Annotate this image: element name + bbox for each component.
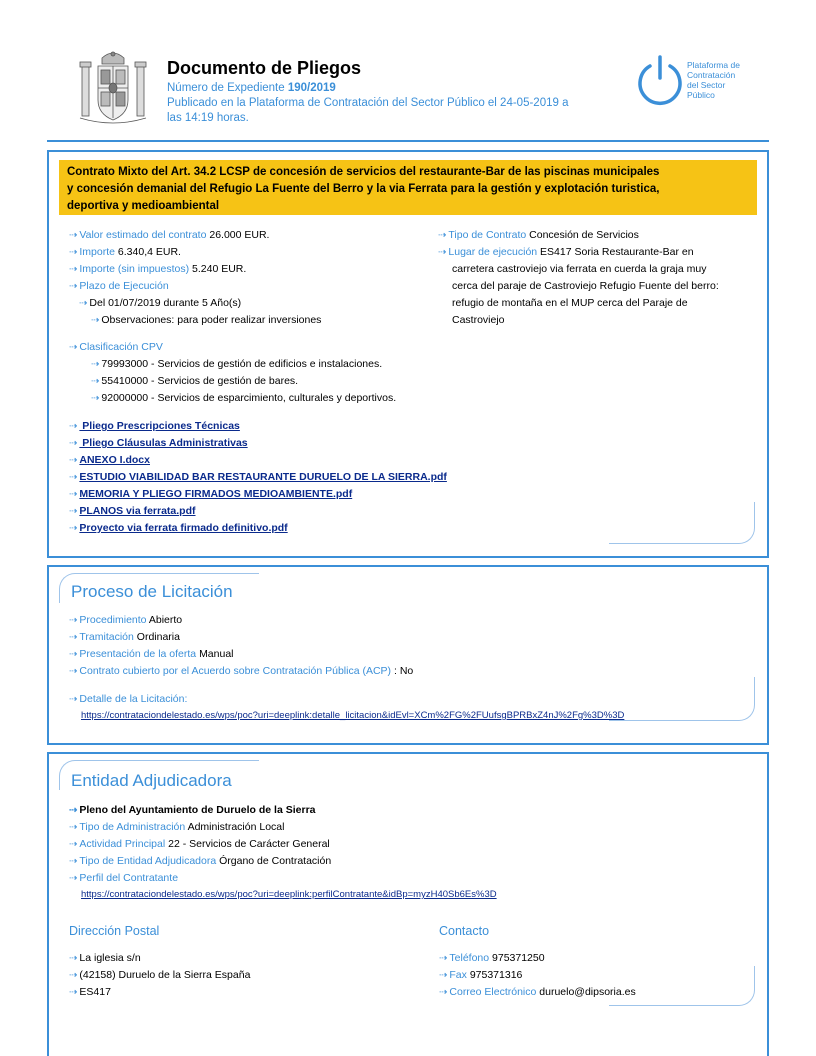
observaciones-value: Observaciones: para poder realizar inversiones <box>101 314 322 326</box>
expediente-info <box>167 81 632 126</box>
actividad-value: 22 - Servicios de Carácter General <box>168 838 330 850</box>
fax-value: 975371316 <box>469 969 523 981</box>
tipo-admin-row <box>69 821 284 833</box>
plazo-value: Del 01/07/2019 durante 5 Año(s) <box>89 297 242 309</box>
arrow-icon: ⇢ <box>438 230 447 241</box>
correo-value: duruelo@dipsoria.es <box>539 986 636 998</box>
document-link-row <box>69 454 150 466</box>
arrow-icon: ⇢ <box>439 987 448 998</box>
licitacion-title: Proceso de Licitación <box>71 582 233 601</box>
telefono-value: 975371250 <box>492 952 545 964</box>
contacto-title: Contacto <box>439 924 490 938</box>
fax-label: Fax <box>449 969 467 981</box>
document-link-row <box>69 488 352 500</box>
arrow-icon: ⇢ <box>438 247 447 258</box>
arrow-icon: ⇢ <box>91 359 100 370</box>
lugar-row <box>438 246 694 258</box>
direccion-line <box>69 952 141 964</box>
arrow-icon: ⇢ <box>439 953 448 964</box>
arrow-icon: ⇢ <box>69 472 78 483</box>
detalle-link[interactable]: https://contrataciondelestado.es/wps/poc?uri=deeplink:detalle_licitacion&idEvl=XCm%2FG%2FUufsgBPRBxZ4nJ%2Fg%3D%3D <box>81 710 625 721</box>
header-divider <box>47 140 769 142</box>
cpv-item <box>91 375 298 387</box>
arrow-icon: ⇢ <box>91 315 100 326</box>
valor-value: 26.000 EUR. <box>209 229 270 241</box>
contract-title-line: y concesión demanial del Refugio La Fuente del Berro y la via Ferrata para la gestión y explotación turistica, <box>67 183 660 195</box>
arrow-icon: ⇢ <box>69 455 78 466</box>
document-link-row <box>69 437 248 449</box>
decorative-curve <box>609 502 755 544</box>
document-link-pliego-clausulas[interactable]: Pliego Cláusulas Administrativas <box>79 437 248 449</box>
plazo-label: Plazo de Ejecución <box>79 280 169 292</box>
licitacion-section <box>47 565 769 745</box>
importe-row <box>69 246 181 258</box>
tramitacion-row <box>69 631 180 643</box>
cpv-item <box>91 392 396 404</box>
arrow-icon: ⇢ <box>69 230 78 241</box>
procedimiento-row <box>69 614 182 626</box>
arrow-icon: ⇢ <box>69 264 78 275</box>
lugar-value: Castroviejo <box>452 314 505 326</box>
perfil-link[interactable]: https://contrataciondelestado.es/wps/poc?uri=deeplink:perfilContratante&idBp=myzH40Sb6Es%3D <box>81 889 497 900</box>
decorative-curve <box>609 966 755 1006</box>
document-link-row <box>69 471 447 483</box>
document-header <box>0 0 816 145</box>
entidad-section <box>47 752 769 1056</box>
arrow-icon: ⇢ <box>69 970 78 981</box>
entidad-name-row <box>69 804 316 816</box>
correo-row <box>439 986 636 998</box>
arrow-icon: ⇢ <box>69 666 78 677</box>
document-link-row <box>69 505 196 517</box>
platform-line: del Sector <box>687 80 726 90</box>
entidad-name: Pleno del Ayuntamiento de Duruelo de la Sierra <box>79 804 316 816</box>
coat-of-arms-icon <box>76 48 150 126</box>
acp-value: : No <box>393 665 414 677</box>
document-link-planos[interactable]: PLANOS via ferrata.pdf <box>79 505 196 517</box>
procedimiento-label: Procedimiento <box>79 614 147 626</box>
document-link-estudio[interactable]: ESTUDIO VIABILIDAD BAR RESTAURANTE DURUELO DE LA SIERRA.pdf <box>79 471 447 483</box>
document-link-row <box>69 522 288 534</box>
decorative-curve <box>609 677 755 721</box>
importe-value: 6.340,4 EUR. <box>117 246 181 258</box>
entidad-title: Entidad Adjudicadora <box>71 771 232 790</box>
lugar-value: ES417 Soria Restaurante-Bar en <box>540 246 694 258</box>
arrow-icon: ⇢ <box>69 247 78 258</box>
expediente-value: 190/2019 <box>287 82 336 94</box>
procedimiento-value: Abierto <box>148 614 183 626</box>
arrow-icon: ⇢ <box>439 970 448 981</box>
tipo-admin-value: Administración Local <box>187 821 285 833</box>
document-link-row <box>69 420 240 432</box>
arrow-icon: ⇢ <box>69 615 78 626</box>
document-link-anexo[interactable]: ANEXO I.docx <box>79 454 150 466</box>
actividad-label: Actividad Principal <box>79 838 166 850</box>
importe-sin-label: Importe (sin impuestos) <box>79 263 190 275</box>
arrow-icon: ⇢ <box>69 649 78 660</box>
arrow-icon: ⇢ <box>79 298 88 309</box>
document-link-proyecto[interactable]: Proyecto via ferrata firmado definitivo.pdf <box>79 522 288 534</box>
arrow-icon: ⇢ <box>69 523 78 534</box>
cpv-item-text: 79993000 - Servicios de gestión de edificios e instalaciones. <box>101 358 383 370</box>
presentacion-value: Manual <box>199 648 234 660</box>
arrow-icon: ⇢ <box>69 342 78 353</box>
arrow-icon: ⇢ <box>69 805 78 816</box>
arrow-icon: ⇢ <box>69 632 78 643</box>
expediente-label: Número de Expediente <box>167 82 285 94</box>
arrow-icon: ⇢ <box>69 489 78 500</box>
tipo-row <box>438 229 639 241</box>
arrow-icon: ⇢ <box>91 393 100 404</box>
acp-row <box>69 665 413 677</box>
importe-label: Importe <box>79 246 115 258</box>
tramitacion-label: Tramitación <box>79 631 134 643</box>
contract-section <box>47 150 769 558</box>
tipo-label: Tipo de Contrato <box>448 229 527 241</box>
published-line-1: Publicado en la Plataforma de Contratación del Sector Público el 24-05-2019 a <box>167 97 569 109</box>
perfil-url-row <box>81 889 497 900</box>
tramitacion-value: Ordinaria <box>136 631 180 643</box>
direccion-line <box>69 986 111 998</box>
cpv-row <box>69 341 163 353</box>
arrow-icon: ⇢ <box>69 856 78 867</box>
document-link-memoria[interactable]: MEMORIA Y PLIEGO FIRMADOS MEDIOAMBIENTE.pdf <box>79 488 353 500</box>
document-link-pliego-tecnicas[interactable]: Pliego Prescripciones Técnicas <box>79 420 240 432</box>
arrow-icon: ⇢ <box>69 281 78 292</box>
contract-title-line: deportiva y medioambiental <box>67 200 220 212</box>
lugar-label: Lugar de ejecución <box>448 246 538 258</box>
cpv-label: Clasificación CPV <box>79 341 163 353</box>
detalle-label: Detalle de la Licitación: <box>79 693 188 705</box>
tipo-entidad-row <box>69 855 331 867</box>
page-title: Documento de Pliegos <box>167 58 362 78</box>
actividad-row <box>69 838 330 850</box>
direccion-text: ES417 <box>79 986 111 998</box>
direccion-text: La iglesia s/n <box>79 952 141 964</box>
arrow-icon: ⇢ <box>69 694 78 705</box>
presentacion-row <box>69 648 234 660</box>
correo-label: Correo Electrónico <box>449 986 537 998</box>
direccion-title: Dirección Postal <box>69 924 160 938</box>
presentacion-label: Presentación de la oferta <box>79 648 197 660</box>
acp-label: Contrato cubierto por el Acuerdo sobre Contratación Pública (ACP) <box>79 665 392 677</box>
tipo-entidad-label: Tipo de Entidad Adjudicadora <box>79 855 217 867</box>
contract-title <box>59 160 757 215</box>
published-line-2: las 14:19 horas. <box>167 112 249 124</box>
observaciones-row <box>91 314 321 326</box>
telefono-row <box>439 952 545 964</box>
detalle-url-row <box>81 710 624 721</box>
importe-sin-value: 5.240 EUR. <box>192 263 247 275</box>
tipo-value: Concesión de Servicios <box>529 229 639 241</box>
valor-row <box>69 229 269 241</box>
power-icon <box>636 54 684 106</box>
platform-line: Contratación <box>687 70 736 80</box>
arrow-icon: ⇢ <box>69 839 78 850</box>
lugar-value: cerca del paraje de Castroviejo Refugio Fuente del berro: <box>452 280 719 292</box>
valor-label: Valor estimado del contrato <box>79 229 207 241</box>
platform-line: Público <box>687 90 715 100</box>
tipo-admin-label: Tipo de Administración <box>79 821 186 833</box>
cpv-item-text: 55410000 - Servicios de gestión de bares. <box>101 375 299 387</box>
arrow-icon: ⇢ <box>91 376 100 387</box>
perfil-label: Perfil del Contratante <box>79 872 179 884</box>
arrow-icon: ⇢ <box>69 421 78 432</box>
telefono-label: Teléfono <box>449 952 490 964</box>
arrow-icon: ⇢ <box>69 953 78 964</box>
platform-line: Plataforma de <box>687 60 740 70</box>
cpv-item-text: 92000000 - Servicios de esparcimiento, culturales y deportivos. <box>101 392 397 404</box>
lugar-value: refugio de montaña en el MUP cerca del Paraje de <box>452 297 688 309</box>
arrow-icon: ⇢ <box>69 506 78 517</box>
lugar-value: carretera castroviejo via ferrata en cuerda la graja muy <box>452 263 707 275</box>
detalle-row <box>69 693 187 705</box>
perfil-row <box>69 872 178 884</box>
plazo-value-row <box>79 297 241 309</box>
arrow-icon: ⇢ <box>69 438 78 449</box>
arrow-icon: ⇢ <box>69 987 78 998</box>
platform-logo-text <box>687 60 740 100</box>
direccion-text: (42158) Duruelo de la Sierra España <box>79 969 251 981</box>
direccion-line <box>69 969 250 981</box>
plazo-row <box>69 280 169 292</box>
tipo-entidad-value: Órgano de Contratación <box>219 855 332 867</box>
arrow-icon: ⇢ <box>69 873 78 884</box>
fax-row <box>439 969 522 981</box>
arrow-icon: ⇢ <box>69 822 78 833</box>
importe-sin-row <box>69 263 246 275</box>
cpv-item <box>91 358 382 370</box>
contract-title-line: Contrato Mixto del Art. 34.2 LCSP de concesión de servicios del restaurante-Bar de las piscinas municipales <box>67 166 660 178</box>
